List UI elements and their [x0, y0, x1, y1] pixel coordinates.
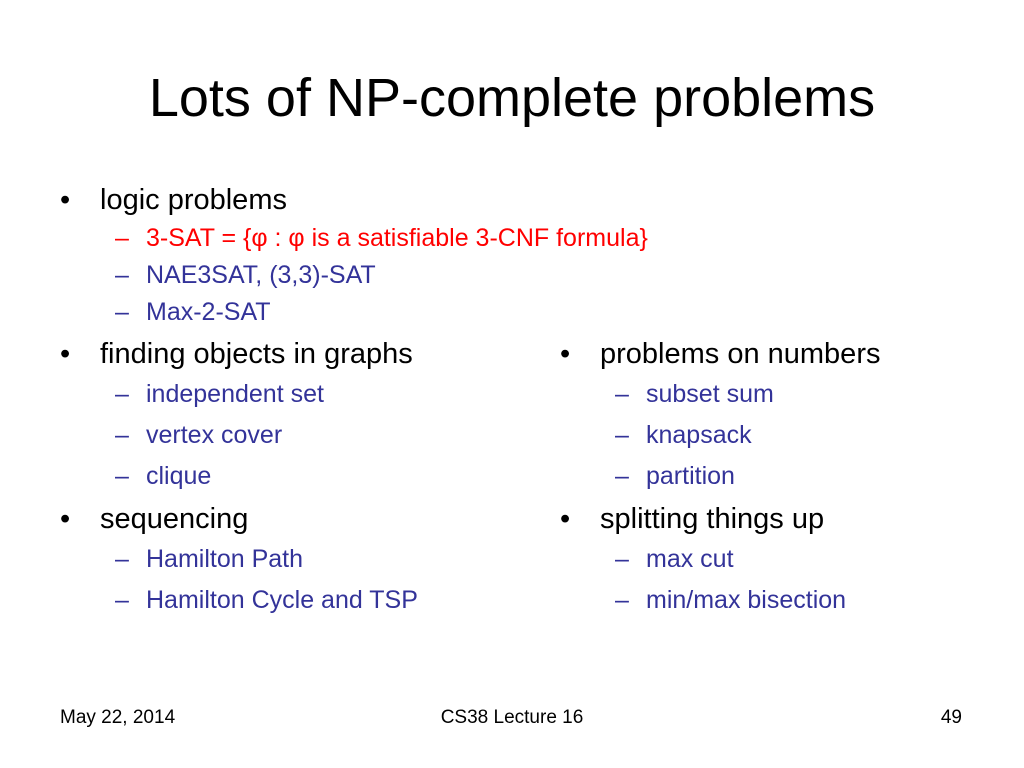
subitem-label: 3-SAT = {φ : φ is a satisfiable 3-CNF formula} — [146, 224, 648, 252]
subitem-label: Hamilton Cycle and TSP — [146, 586, 418, 614]
dash-marker: – — [115, 224, 129, 252]
bullet-label: finding objects in graphs — [100, 338, 413, 370]
bullet-label: problems on numbers — [600, 338, 881, 370]
dash-marker: – — [615, 545, 629, 573]
subitem-max-2-sat — [60, 294, 648, 331]
dash-marker: – — [115, 462, 129, 490]
dash-marker: – — [115, 586, 129, 614]
subitem-label: subset sum — [646, 380, 774, 408]
bullet-label: logic problems — [100, 184, 287, 216]
footer-page-number: 49 — [940, 707, 962, 728]
bullet-marker: • — [60, 503, 71, 535]
subitem-label: vertex cover — [146, 421, 283, 449]
subitem-label: max cut — [646, 545, 734, 573]
dash-marker: – — [115, 545, 129, 573]
subitem-label: Hamilton Path — [146, 545, 304, 573]
subitem-knapsack — [560, 415, 880, 456]
subitem-max-cut — [560, 539, 880, 580]
bullet-marker: • — [560, 503, 571, 535]
subitem-subset-sum — [560, 374, 880, 415]
dash-marker: – — [115, 261, 129, 289]
dash-marker: – — [115, 298, 129, 326]
subitem-label: knapsack — [646, 421, 752, 449]
bullet-logic-problems — [60, 180, 648, 220]
footer-course-title: CS38 Lecture 16 — [440, 707, 584, 728]
subitem-min-max-bisection — [560, 580, 880, 621]
subitem-label: partition — [646, 462, 735, 490]
bullet-label: sequencing — [100, 503, 249, 535]
right-column — [560, 334, 880, 621]
subitem-nae3sat — [60, 257, 648, 294]
slide-title: Lots of NP-complete problems — [148, 68, 876, 128]
subitem-label: clique — [146, 462, 212, 490]
dash-marker: – — [115, 421, 129, 449]
bullet-marker: • — [560, 338, 571, 370]
dash-marker: – — [615, 421, 629, 449]
bullet-label: splitting things up — [600, 503, 825, 535]
dash-marker: – — [615, 462, 629, 490]
subitem-label: independent set — [146, 380, 324, 408]
bullet-problems-on-numbers — [560, 334, 880, 374]
dash-marker: – — [615, 586, 629, 614]
subitem-label: Max-2-SAT — [146, 298, 271, 326]
subitem-label: NAE3SAT, (3,3)-SAT — [146, 261, 376, 289]
subitem-3sat — [60, 220, 648, 257]
bullet-marker: • — [60, 184, 71, 216]
subitem-label: min/max bisection — [646, 586, 847, 614]
bullet-splitting-things-up — [560, 499, 880, 539]
footer-date: May 22, 2014 — [60, 707, 176, 728]
dash-marker: – — [115, 380, 129, 408]
dash-marker: – — [615, 380, 629, 408]
subitem-partition — [560, 456, 880, 497]
bullet-marker: • — [60, 338, 71, 370]
